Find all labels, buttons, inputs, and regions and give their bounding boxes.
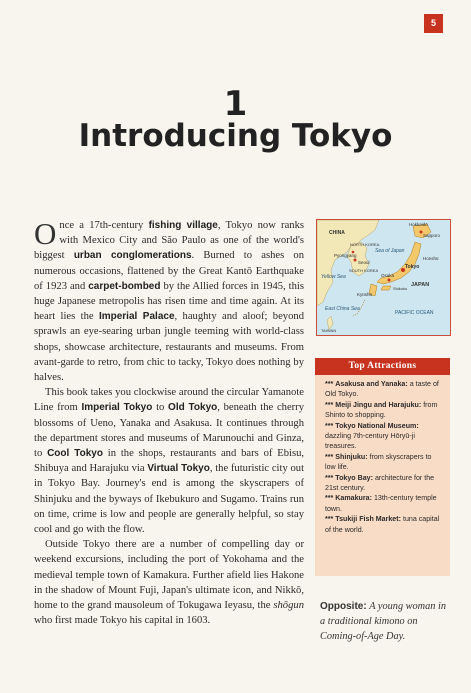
label-sapporo: Sapporo bbox=[423, 233, 441, 238]
attraction-desc: architecture for the 21st century. bbox=[325, 473, 435, 493]
highlight-urban-conglomerations: urban conglomerations bbox=[73, 250, 192, 262]
attraction-name: Shinjuku: bbox=[335, 452, 368, 461]
highlight-fishing-village: fishing village bbox=[148, 220, 218, 231]
label-yellow-sea: Yellow Sea bbox=[321, 274, 346, 280]
label-shikoku: Shikoku bbox=[393, 286, 408, 291]
photo-caption bbox=[320, 599, 452, 645]
locator-map bbox=[316, 219, 451, 336]
shikoku-shape bbox=[381, 286, 391, 290]
highlight-carpet-bombed: carpet-bombed bbox=[88, 280, 161, 292]
label-sea-of-japan: Sea of Japan bbox=[375, 248, 405, 254]
label-tokyo: Tokyo bbox=[405, 264, 420, 270]
attraction-desc: 13th-century temple town. bbox=[325, 494, 437, 513]
attraction-name: Tokyo National Museum: bbox=[335, 421, 419, 430]
drop-cap: O bbox=[34, 216, 57, 251]
paragraph-2: This book takes you clockwise around the circular Yamanote Line from Imperial Tokyo to Old Tokyo, beneath the cherry blossoms of Ueno, Yanaka and Asakusa. It continues through the department stores and museums of Marunouchi and Ginza, to Cool Tokyo in the shops, restaurants and bars of Ebisu, Shibuya and Harajuku via Virtual Tokyo, the futuristic city out in Tokyo Bay. Journey's end is among the skyscrapers of Shinjuku and the byways of Ikebukuro and Sugamo. Trains run on time, crime is low and people are generally helpful, so stay cool and go with the flow. bbox=[34, 387, 305, 536]
label-north-korea: NORTH KOREA bbox=[350, 242, 380, 247]
attraction-desc: from Shinto to shopping. bbox=[325, 400, 438, 420]
attraction-stars: *** bbox=[325, 473, 334, 482]
chapter-title: Introducing Tokyo bbox=[78, 118, 393, 154]
attraction-name: Meiji Jingu and Harajuku: bbox=[335, 400, 422, 409]
attraction-desc: a taste of Old Tokyo. bbox=[325, 380, 439, 399]
attraction-item bbox=[325, 452, 442, 473]
paragraph-3: Outside Tokyo there are a number of compelling day or weekend excursions, including the port of Yokohama and the medieval temple town of Kamakura. Further afield lies Hakone in the shadow of Mount Fuji, Japan's ultimate icon, and Nikkō, home to the grand mausoleum of Tokugawa Ieyasu, the shōgun who first made Tokyo his capital in 1603. bbox=[34, 539, 304, 627]
attraction-desc: tuna capital of the world. bbox=[325, 515, 440, 534]
attraction-item bbox=[325, 379, 442, 400]
attraction-stars: *** bbox=[325, 452, 334, 461]
map-svg bbox=[317, 220, 450, 335]
label-pacific-ocean: PACIFIC OCEAN bbox=[395, 310, 434, 316]
highlight-old-tokyo: Old Tokyo bbox=[168, 402, 218, 414]
label-hokkaido: Hokkaidō bbox=[409, 222, 428, 227]
attraction-item bbox=[325, 514, 442, 535]
label-kyushu: Kyūshū bbox=[357, 292, 373, 297]
attraction-name: Tokyo Bay: bbox=[335, 473, 373, 482]
label-seoul: Seoul bbox=[358, 260, 370, 265]
label-osaka: Osaka bbox=[381, 273, 395, 278]
chapter-number: 1 bbox=[223, 84, 248, 124]
label-east-china-sea: East China Sea bbox=[325, 306, 360, 312]
label-south-korea: SOUTH KOREA bbox=[349, 268, 379, 273]
osaka-dot bbox=[388, 279, 391, 282]
attraction-desc: from skyscrapers to low life. bbox=[325, 452, 432, 472]
attraction-item bbox=[325, 421, 442, 452]
caption-label: Opposite: bbox=[320, 601, 367, 612]
attraction-item bbox=[325, 400, 442, 421]
highlight-virtual-tokyo: Virtual Tokyo bbox=[147, 463, 210, 475]
attraction-stars: *** bbox=[325, 515, 334, 524]
top-attractions-list bbox=[315, 375, 450, 535]
top-attractions-title: Top Attractions bbox=[315, 358, 450, 375]
attraction-item bbox=[325, 473, 442, 494]
label-honshu: Honshū bbox=[423, 256, 439, 261]
caption-text: A young woman in a traditional kimono on Coming-of-Age Day. bbox=[320, 601, 446, 643]
body-text bbox=[34, 218, 304, 628]
label-taiwan: TAIWAN bbox=[321, 328, 337, 333]
attraction-desc: dazzling 7th-century Hōryū-ji treasures. bbox=[325, 432, 415, 451]
paragraph-1: Once a 17th-century fishing village, Tokyo now ranks with Mexico City and São Paulo as one of the world's biggest urban conglomerations. Burned to ashes on numerous occasions, flattened by the Great Kantō Earthquake of 1923 and carpet-bombed by the Allied forces in 1945, this huge Japanese metropolis has risen time and time again. At its heart lies the Imperial Palace, haughty and aloof; beyond sprawls an eye-searing urban jungle teeming with world-class shops, showcase architecture, restaurants and museums. From avant-garde to retro, from chic to tacky, Tokyo does nothing by halves. bbox=[34, 216, 305, 384]
seoul-dot bbox=[354, 259, 357, 262]
page-number: 5 bbox=[424, 14, 443, 33]
label-pyongyang: Pyongyang bbox=[334, 253, 357, 258]
attraction-item bbox=[325, 493, 442, 514]
top-attractions-box bbox=[315, 358, 450, 576]
attraction-stars: *** bbox=[325, 400, 334, 409]
highlight-imperial-palace: Imperial Palace bbox=[98, 311, 175, 323]
attraction-stars: *** bbox=[325, 380, 334, 388]
attraction-name: Asakusa and Yanaka: bbox=[335, 380, 408, 388]
attraction-name: Kamakura: bbox=[335, 494, 372, 503]
attraction-stars: *** bbox=[325, 494, 334, 503]
label-china: CHINA bbox=[329, 230, 345, 236]
label-japan: JAPAN bbox=[411, 282, 430, 288]
highlight-cool-tokyo: Cool Tokyo bbox=[47, 448, 103, 460]
attraction-stars: *** bbox=[325, 421, 334, 430]
attraction-name: Tsukiji Fish Market: bbox=[335, 515, 401, 524]
highlight-imperial-tokyo: Imperial Tokyo bbox=[81, 402, 153, 414]
italic-shogun: shōgun bbox=[273, 600, 304, 612]
